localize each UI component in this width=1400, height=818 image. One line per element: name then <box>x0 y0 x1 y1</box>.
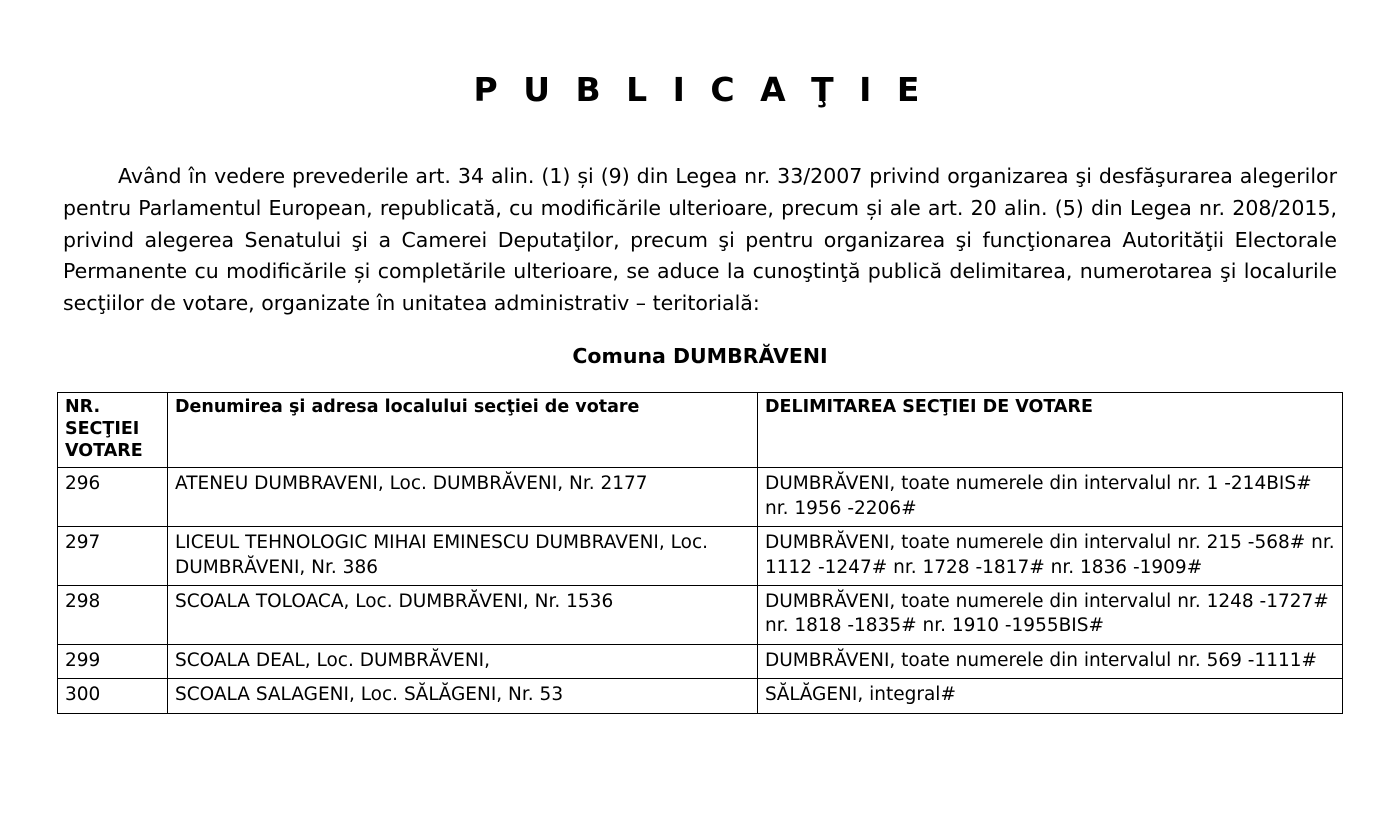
intro-paragraph: Având în vedere prevederile art. 34 alin. (1) și (9) din Legea nr. 33/2007 privind organizarea şi desfăşurarea alegerilor pentru Parlamentul European, republicată, cu modificările ulterioare, precum și ale art. 20 alin. (5) din Legea nr. 208/2015, privind alegerea Senatului şi a Camerei Deputaţilor, precum şi pentru organizarea şi funcţionarea Autorităţii Electorale Permanente cu modificările și completările ulterioare, se aduce la cunoştinţă publică delimitarea, numerotarea şi localurile secţiilor de votare, organizate în unitatea administrativ – teritorială: <box>63 164 1337 316</box>
table-row <box>58 527 1343 586</box>
cell-address: SCOALA DEAL, Loc. DUMBRĂVENI, <box>168 644 758 678</box>
cell-delimitation: DUMBRĂVENI, toate numerele din intervalul nr. 569 -1111# <box>758 644 1343 678</box>
cell-section-number: 298 <box>58 586 168 645</box>
cell-address: SCOALA TOLOACA, Loc. DUMBRĂVENI, Nr. 1536 <box>168 586 758 645</box>
cell-address: LICEUL TEHNOLOGIC MIHAI EMINESCU DUMBRAVENI, Loc. DUMBRĂVENI, Nr. 386 <box>168 527 758 586</box>
column-header-section-number: NR. SECŢIEI VOTARE <box>58 392 168 468</box>
cell-section-number: 299 <box>58 644 168 678</box>
cell-delimitation: DUMBRĂVENI, toate numerele din intervalul nr. 1 -214BIS# nr. 1956 -2206# <box>758 468 1343 527</box>
table-row <box>58 679 1343 713</box>
cell-delimitation: SĂLĂGENI, integral# <box>758 679 1343 713</box>
cell-delimitation: DUMBRĂVENI, toate numerele din intervalul nr. 215 -568# nr. 1112 -1247# nr. 1728 -1817# nr. 1836 -1909# <box>758 527 1343 586</box>
cell-address: ATENEU DUMBRAVENI, Loc. DUMBRĂVENI, Nr. 2177 <box>168 468 758 527</box>
table-header <box>58 392 1343 468</box>
page-title: P U B L I C A Ţ I E <box>473 70 927 109</box>
table-header-row <box>58 392 1343 468</box>
column-header-delimitation: DELIMITAREA SECŢIEI DE VOTARE <box>758 392 1343 468</box>
table-body <box>58 468 1343 713</box>
cell-section-number: 296 <box>58 468 168 527</box>
cell-section-number: 300 <box>58 679 168 713</box>
table-row <box>58 644 1343 678</box>
cell-address: SCOALA SALAGENI, Loc. SĂLĂGENI, Nr. 53 <box>168 679 758 713</box>
column-header-address: Denumirea şi adresa localului secţiei de votare <box>168 392 758 468</box>
table-row <box>58 586 1343 645</box>
cell-section-number: 297 <box>58 527 168 586</box>
table-row <box>58 468 1343 527</box>
polling-stations-table <box>57 392 1343 714</box>
cell-delimitation: DUMBRĂVENI, toate numerele din intervalul nr. 1248 -1727# nr. 1818 -1835# nr. 1910 -1955BIS# <box>758 586 1343 645</box>
commune-heading: Comuna DUMBRĂVENI <box>572 343 828 368</box>
polling-stations-table-wrapper <box>0 392 1400 714</box>
